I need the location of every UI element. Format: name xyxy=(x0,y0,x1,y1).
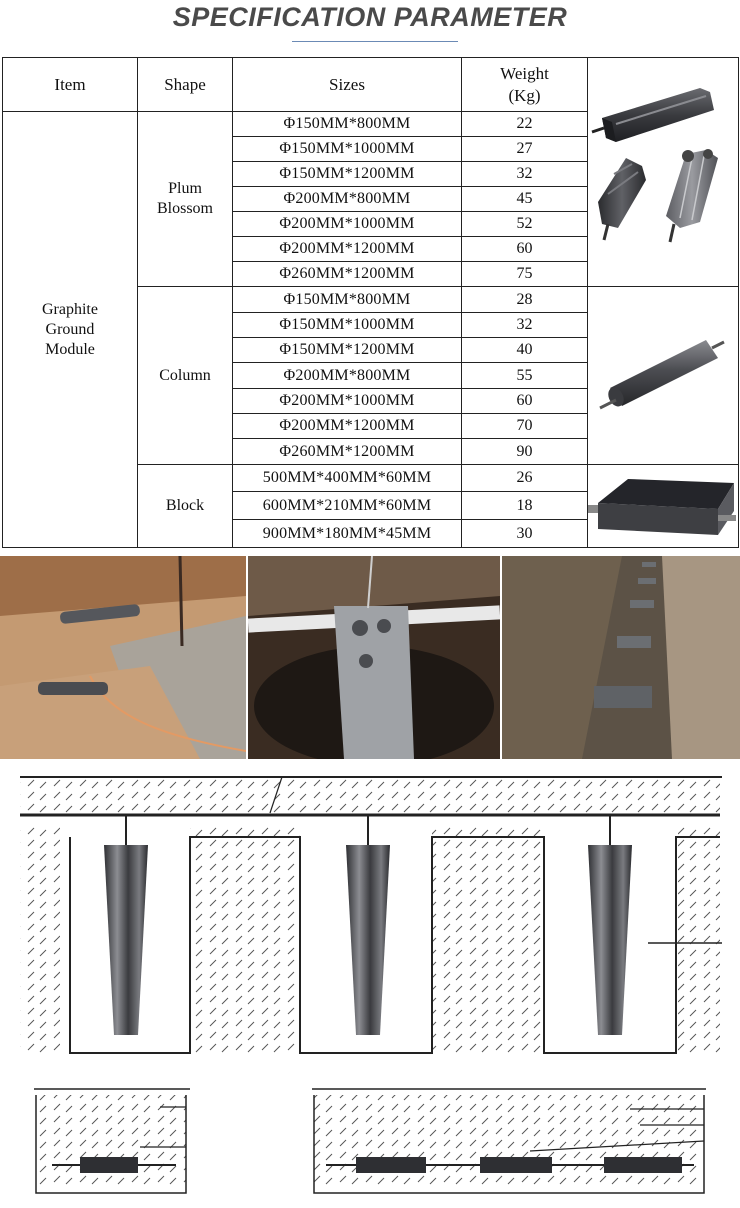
plum-blossom-illustration xyxy=(588,84,738,254)
weight-cell: 55 xyxy=(462,363,588,388)
weight-cell: 32 xyxy=(462,312,588,337)
header-shape: Shape xyxy=(138,58,233,112)
column-illustration xyxy=(588,288,738,458)
weight-cell: 60 xyxy=(462,237,588,262)
size-cell: Φ200MM*800MM xyxy=(233,187,462,212)
size-cell: Φ200MM*1000MM xyxy=(233,212,462,237)
weight-cell: 26 xyxy=(462,464,588,492)
photo-block-trench xyxy=(502,556,740,759)
installation-photos xyxy=(0,556,740,759)
header-sizes: Sizes xyxy=(233,58,462,112)
size-cell: 500MM*400MM*60MM xyxy=(233,464,462,492)
block-product-image xyxy=(588,464,739,547)
title-underline xyxy=(292,41,458,42)
size-cell: Φ260MM*1200MM xyxy=(233,439,462,464)
size-cell: Φ200MM*1000MM xyxy=(233,388,462,413)
weight-cell: 22 xyxy=(462,112,588,137)
shape-column: Column xyxy=(138,287,233,464)
size-cell: Φ150MM*1000MM xyxy=(233,137,462,162)
plum-blossom-in-pit-image xyxy=(248,556,500,759)
spec-table xyxy=(2,57,739,548)
block-illustration xyxy=(588,465,738,541)
plum-blossom-product-image xyxy=(588,58,739,287)
shape-block: Block xyxy=(138,464,233,547)
weight-cell: 70 xyxy=(462,414,588,439)
weight-cell: 28 xyxy=(462,287,588,312)
weight-cell: 32 xyxy=(462,162,588,187)
shape-plum-blossom: Plum Blossom xyxy=(138,112,233,287)
installation-diagram xyxy=(0,765,740,1203)
column-product-image xyxy=(588,287,739,464)
weight-cell: 75 xyxy=(462,262,588,287)
size-cell: 600MM*210MM*60MM xyxy=(233,492,462,520)
weight-cell: 30 xyxy=(462,520,588,548)
size-cell: Φ150MM*800MM xyxy=(233,112,462,137)
size-cell: Φ200MM*1200MM xyxy=(233,237,462,262)
weight-cell: 52 xyxy=(462,212,588,237)
size-cell: Φ200MM*1200MM xyxy=(233,414,462,439)
column-in-soil-image xyxy=(0,556,246,759)
photo-column-installation xyxy=(0,556,246,759)
weight-cell: 60 xyxy=(462,388,588,413)
size-cell: Φ150MM*1200MM xyxy=(233,162,462,187)
page-title: SPECIFICATION PARAMETER xyxy=(172,2,568,32)
cross-section-drawing xyxy=(0,765,740,1203)
weight-cell: 45 xyxy=(462,187,588,212)
header-weight: Weight (Kg) xyxy=(462,58,588,112)
size-cell: Φ150MM*1200MM xyxy=(233,338,462,363)
size-cell: Φ260MM*1200MM xyxy=(233,262,462,287)
weight-cell: 90 xyxy=(462,439,588,464)
header-item: Item xyxy=(3,58,138,112)
size-cell: Φ150MM*1000MM xyxy=(233,312,462,337)
size-cell: Φ200MM*800MM xyxy=(233,363,462,388)
weight-cell: 18 xyxy=(462,492,588,520)
blocks-in-trench-image xyxy=(502,556,740,759)
weight-cell: 40 xyxy=(462,338,588,363)
weight-cell: 27 xyxy=(462,137,588,162)
size-cell: Φ150MM*800MM xyxy=(233,287,462,312)
table-header-row xyxy=(3,58,739,112)
size-cell: 900MM*180MM*45MM xyxy=(233,520,462,548)
photo-plum-blossom-installation xyxy=(248,556,500,759)
item-cell: Graphite Ground Module xyxy=(3,112,138,548)
